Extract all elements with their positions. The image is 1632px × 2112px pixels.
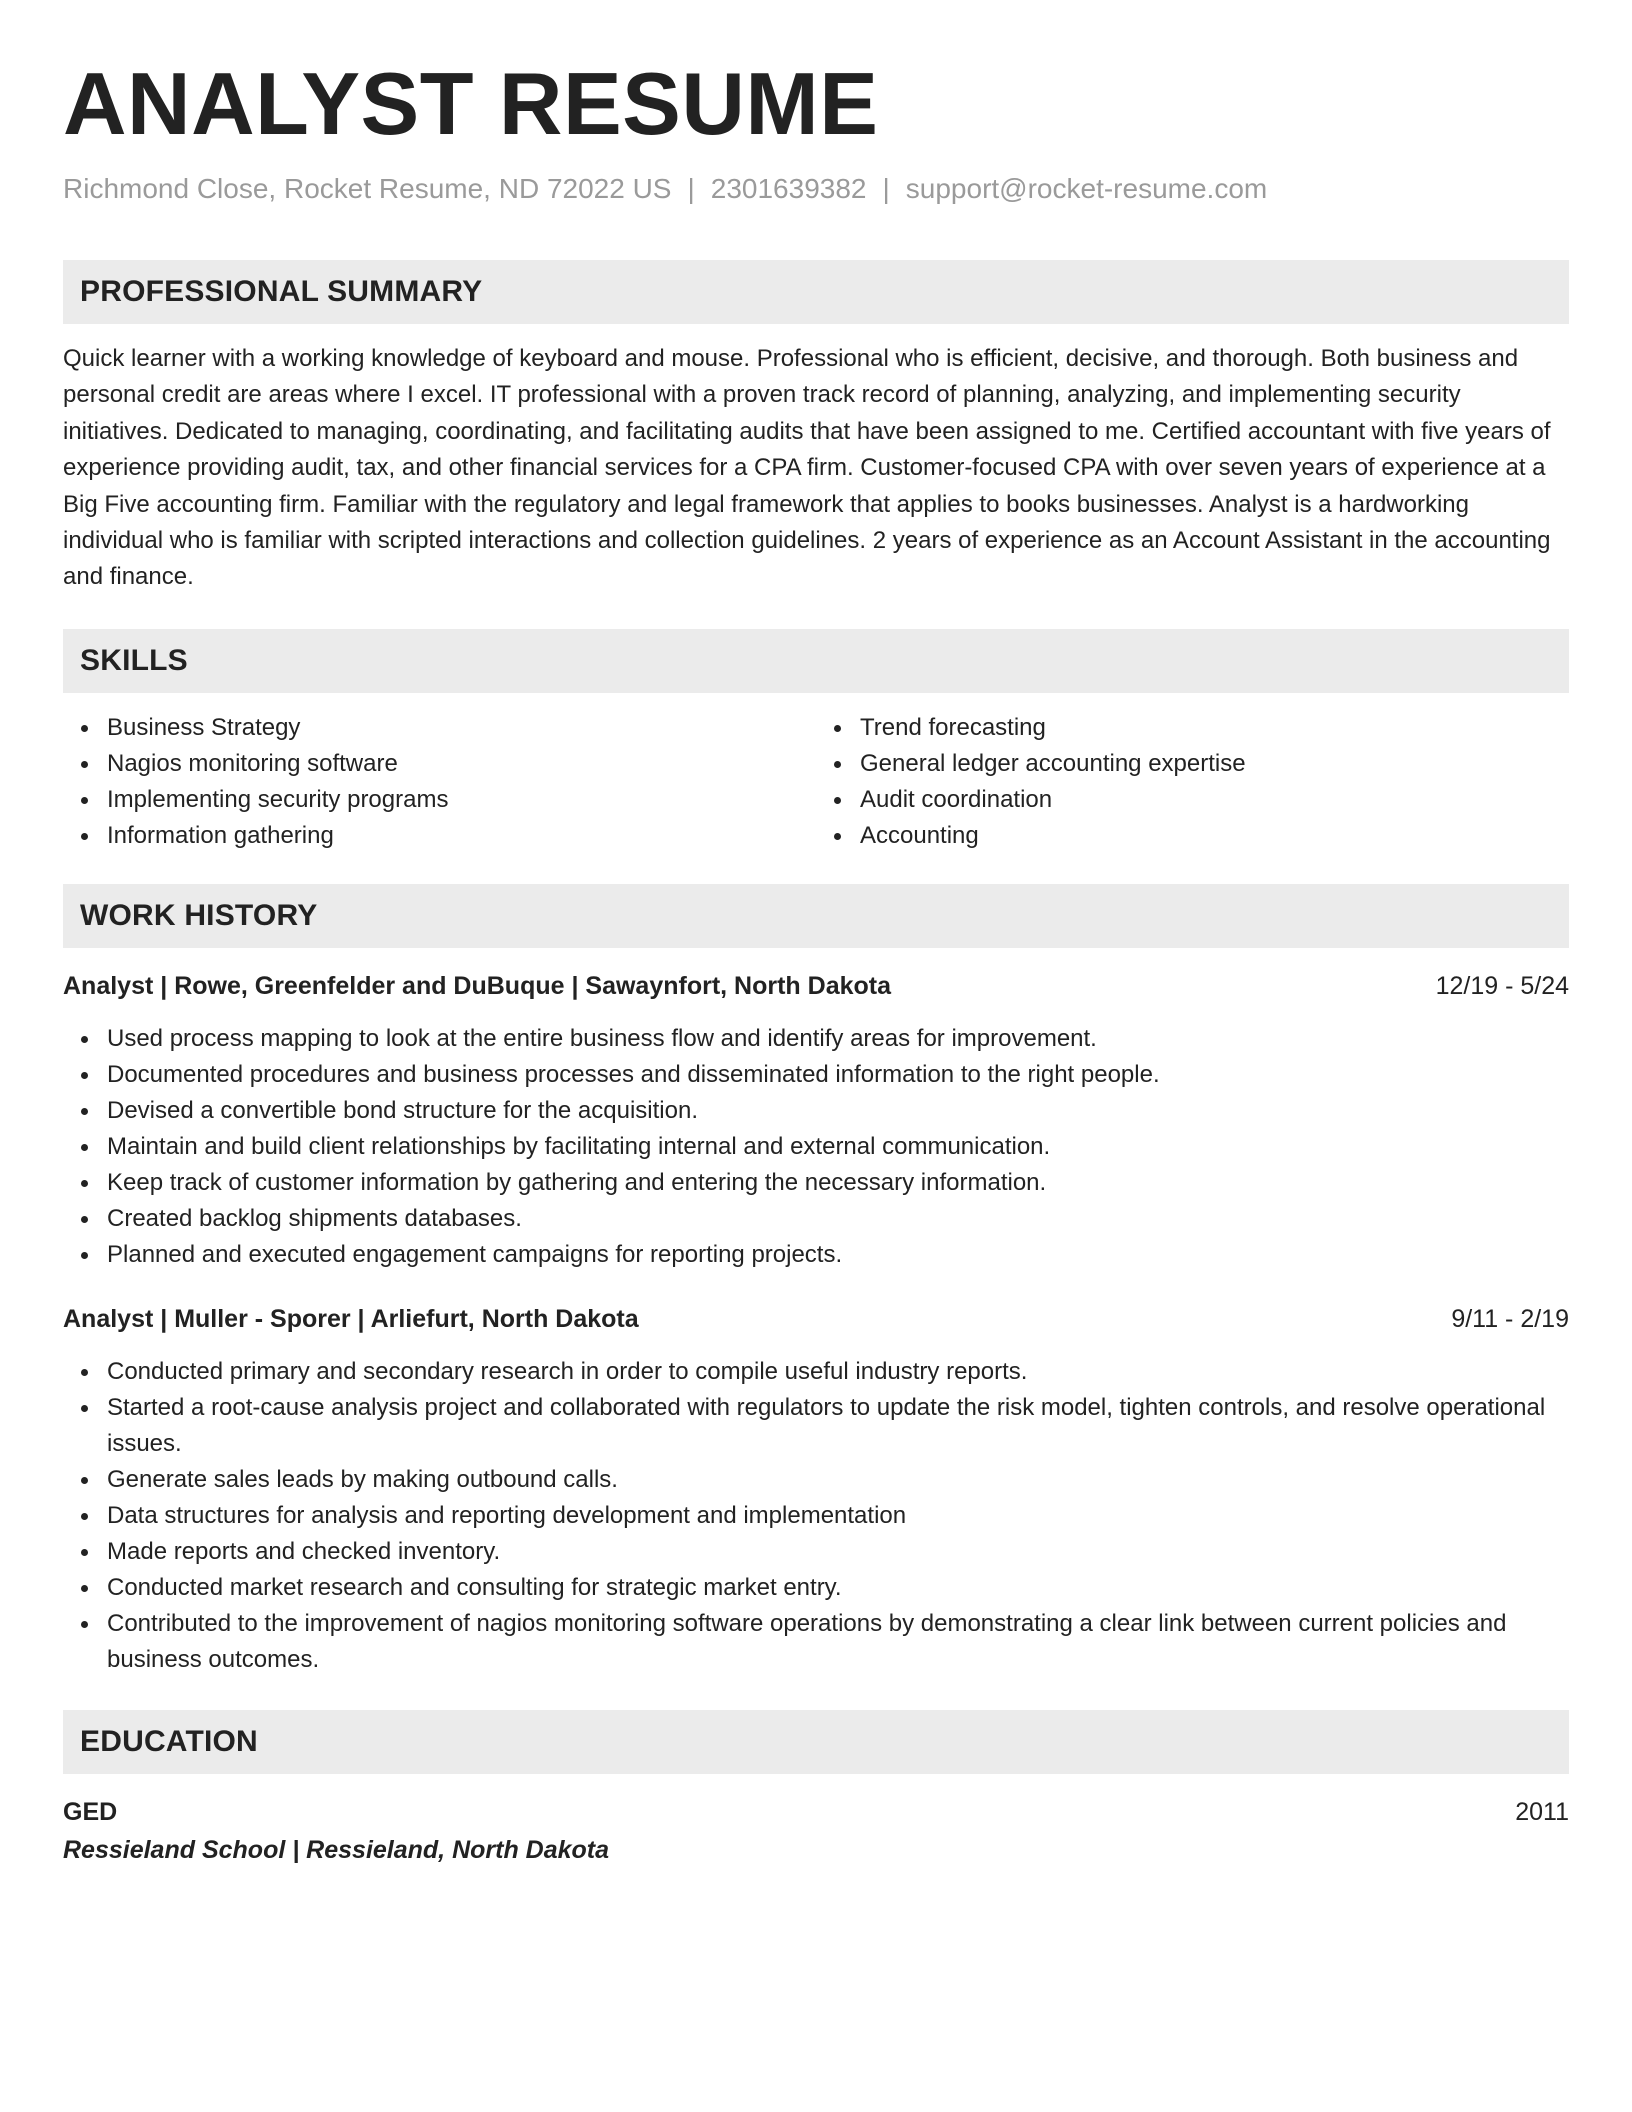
skill-item: Nagios monitoring software — [107, 746, 816, 782]
job-bullet: Conducted market research and consulting for strategic market entry. — [107, 1570, 1569, 1606]
education-header — [63, 1794, 1569, 1830]
skill-item: General ledger accounting expertise — [860, 746, 1569, 782]
summary-text: Quick learner with a working knowledge of keyboard and mouse. Professional who is efficient, decisive, and thorough. Both business and personal credit are areas where I excel. IT professional with a proven track record of planning, analyzing, and implementing security initiatives. Dedicated to managing, coordinating, and facilitating audits that have been assigned to me. Certified accountant with five years of experience providing audit, tax, and other financial services for a CPA firm. Customer-focused CPA with over seven years of experience at a Big Five accounting firm. Familiar with the regulatory and legal framework that applies to books businesses. Analyst is a hardworking individual who is familiar with scripted interactions and collection guidelines. 2 years of experience as an Account Assistant in the accounting and finance. — [63, 345, 1551, 591]
contact-separator: | — [687, 173, 695, 204]
job-title: Analyst | Muller - Sporer | Arliefurt, North Dakota — [63, 1304, 639, 1333]
job-header — [63, 1301, 1569, 1337]
job-bullet: Made reports and checked inventory. — [107, 1534, 1569, 1570]
job-bullet: Data structures for analysis and reporting development and implementation — [107, 1498, 1569, 1534]
job-bullet: Started a root-cause analysis project and collaborated with regulators to update the risk model, tighten controls, and resolve operational issues. — [107, 1390, 1569, 1462]
skill-item: Trend forecasting — [860, 710, 1569, 746]
contact-separator: | — [882, 173, 890, 204]
job-bullet: Maintain and build client relationships by facilitating internal and external communication. — [107, 1129, 1569, 1165]
job-bullet: Generate sales leads by making outbound calls. — [107, 1462, 1569, 1498]
contact-line — [63, 170, 1569, 208]
education-year: 2011 — [1515, 1797, 1569, 1826]
job-bullet: Keep track of customer information by gathering and entering the necessary information. — [107, 1165, 1569, 1201]
skill-item: Implementing security programs — [107, 782, 816, 818]
contact-address: Richmond Close, Rocket Resume, ND 72022 US — [63, 173, 672, 204]
job-bullet: Devised a convertible bond structure for the acquisition. — [107, 1093, 1569, 1129]
job-bullet: Documented procedures and business processes and disseminated information to the right people. — [107, 1057, 1569, 1093]
skill-item: Audit coordination — [860, 782, 1569, 818]
work-heading: WORK HISTORY — [63, 884, 1569, 948]
skill-item: Accounting — [860, 818, 1569, 854]
job-bullet: Used process mapping to look at the entire business flow and identify areas for improvement. — [107, 1021, 1569, 1057]
job-title: Analyst | Rowe, Greenfelder and DuBuque | Sawaynfort, North Dakota — [63, 971, 892, 1000]
skills-column-left — [63, 710, 816, 854]
resume-title: ANALYST RESUME — [63, 54, 879, 153]
job-header — [63, 968, 1569, 1004]
job-bullet: Conducted primary and secondary research in order to compile useful industry reports. — [107, 1354, 1569, 1390]
job-dates: 12/19 - 5/24 — [1435, 971, 1569, 1000]
contact-phone: 2301639382 — [710, 173, 867, 204]
skills-list — [63, 710, 1569, 854]
skill-item: Information gathering — [107, 818, 816, 854]
job-bullet: Planned and executed engagement campaigns for reporting projects. — [107, 1237, 1569, 1273]
job-dates: 9/11 - 2/19 — [1451, 1304, 1569, 1333]
summary-heading: PROFESSIONAL SUMMARY — [63, 260, 1569, 324]
skill-item: Business Strategy — [107, 710, 816, 746]
education-degree: GED — [63, 1797, 118, 1826]
contact-email: support@rocket-resume.com — [905, 173, 1268, 204]
job-bullet: Contributed to the improvement of nagios monitoring software operations by demonstrating a clear link between current policies and business outcomes. — [107, 1606, 1569, 1678]
job-bullets — [63, 1354, 1569, 1678]
job-bullet: Created backlog shipments databases. — [107, 1201, 1569, 1237]
skills-column-right — [816, 710, 1569, 854]
skills-heading: SKILLS — [63, 629, 1569, 693]
job-bullets — [63, 1021, 1569, 1273]
education-school: Ressieland School | Ressieland, North Dakota — [63, 1835, 610, 1864]
education-heading: EDUCATION — [63, 1710, 1569, 1774]
